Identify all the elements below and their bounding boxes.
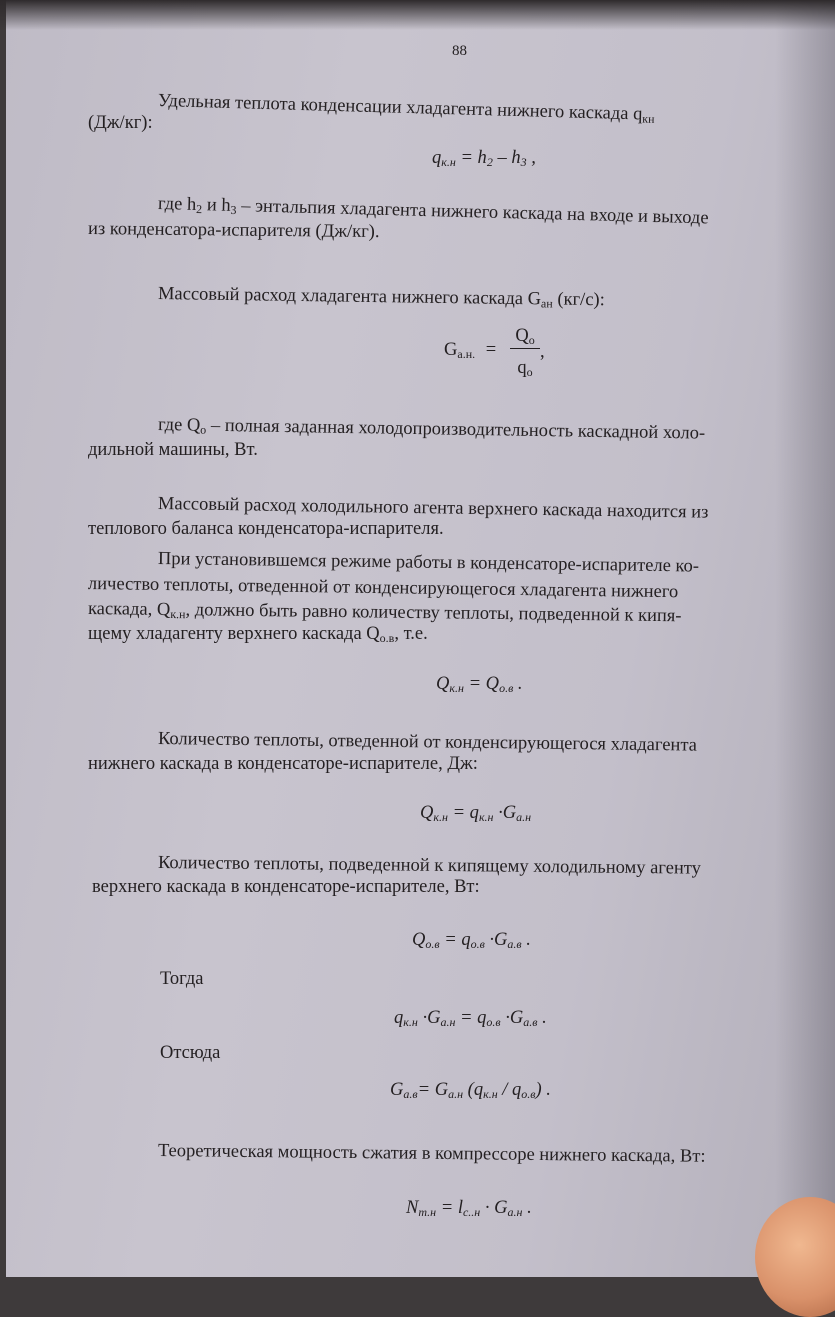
f-part: = l bbox=[436, 1198, 463, 1218]
f-part: = bbox=[485, 340, 497, 360]
f-part: . bbox=[513, 674, 523, 694]
formula-heat-condensation bbox=[432, 148, 536, 170]
formula-mass-flow-upper bbox=[390, 1080, 551, 1102]
subscript: 2 bbox=[195, 202, 203, 217]
f-part: · G bbox=[480, 1198, 508, 1218]
f-sub: а.н bbox=[507, 1205, 523, 1219]
f-part: Q bbox=[412, 930, 426, 950]
paragraph-1-line-2: (Дж/кг): bbox=[88, 113, 153, 133]
f-part: = q bbox=[455, 1008, 487, 1028]
f-part: = G bbox=[417, 1080, 449, 1100]
text: , должно быть равно количеству теплоты, подведенной к кипя- bbox=[185, 600, 682, 627]
f-sub: а.в bbox=[507, 937, 522, 951]
f-part: ·G bbox=[417, 1008, 441, 1028]
paragraph-6-line-2: личество теплоты, отведенной от конденсирующегося хладагента нижнего bbox=[87, 574, 679, 603]
f-sub: а.в bbox=[403, 1087, 418, 1101]
formula-balance-expanded bbox=[394, 1008, 547, 1030]
f-sub: к.н bbox=[449, 681, 464, 695]
f-sub: а.н bbox=[440, 1015, 456, 1029]
f-part: / q bbox=[497, 1080, 522, 1100]
paragraph-3 bbox=[158, 283, 605, 315]
formula-heat-balance bbox=[436, 674, 523, 696]
formula-compression-power bbox=[406, 1198, 532, 1220]
f-sub: о.в bbox=[470, 937, 485, 951]
paragraph-7-line-2: нижнего каскада в конденсаторе-испарителе, Дж: bbox=[88, 754, 478, 774]
paragraph-8-line-2: верхнего каскада в конденсаторе-испарителе, Вт: bbox=[92, 877, 480, 897]
text: каскада, Q bbox=[87, 599, 171, 621]
f-part: = q bbox=[439, 930, 471, 950]
f-part: q bbox=[394, 1008, 404, 1028]
f-part: q bbox=[517, 358, 527, 378]
f-sub: 2 bbox=[486, 155, 493, 169]
text: щему хладагенту верхнего каскада Q bbox=[88, 624, 380, 644]
text: и h bbox=[201, 195, 231, 216]
f-part: Q bbox=[420, 803, 434, 823]
f-sub: о.в bbox=[425, 937, 440, 951]
word-then: Тогда bbox=[160, 969, 204, 989]
f-sub: т.н bbox=[418, 1205, 437, 1219]
text: (кг/с): bbox=[552, 289, 605, 311]
f-part: . bbox=[522, 1198, 532, 1218]
f-part: N bbox=[406, 1198, 419, 1218]
f-sub: к.н bbox=[441, 155, 456, 169]
text: где h bbox=[157, 194, 197, 215]
f-sub: о.в bbox=[486, 1015, 501, 1029]
word-hence: Отсюда bbox=[160, 1043, 221, 1063]
text: – энтальпия хладагента нижнего каскада на входе и выходе bbox=[236, 196, 709, 229]
formula-mass-flow-lower bbox=[444, 340, 496, 362]
formula-heat-upper bbox=[412, 930, 531, 952]
subscript: о bbox=[200, 422, 207, 437]
paragraph-5-line-2: теплового баланса конденсатора-испарителя. bbox=[88, 519, 444, 539]
text: где Q bbox=[157, 415, 201, 436]
formula-heat-lower bbox=[420, 803, 531, 825]
f-sub: о bbox=[526, 365, 533, 379]
paragraph-8-line-1: Количество теплоты, подведенной к кипящему холодильному агенту bbox=[157, 853, 701, 879]
f-part: G bbox=[444, 340, 458, 360]
paragraph-7-line-1: Количество теплоты, отведенной от конденсирующегося хладагента bbox=[157, 729, 698, 756]
paragraph-5-line-1: Массовый расход холодильного агента верхнего каскада находится из bbox=[157, 494, 709, 523]
f-part: = Q bbox=[463, 674, 500, 694]
f-part: = q bbox=[447, 803, 479, 823]
f-part: ·G bbox=[493, 803, 517, 823]
f-sub: о bbox=[528, 333, 535, 347]
f-part: Q bbox=[515, 326, 529, 346]
f-part: . bbox=[537, 1008, 547, 1028]
f-sub: о.в bbox=[499, 681, 514, 695]
fraction-denominator bbox=[510, 358, 540, 380]
f-sub: к.н bbox=[433, 810, 448, 824]
paragraph-2-line-2: из конденсатора-испарителя (Дж/кг). bbox=[87, 219, 380, 243]
text: – полная заданная холодопроизводительность каскадной холо- bbox=[206, 415, 706, 444]
paragraph-4-line-2: дильной машины, Вт. bbox=[88, 440, 258, 460]
paragraph-1-line-1 bbox=[158, 90, 655, 130]
f-part: = h bbox=[455, 148, 487, 168]
f-sub: а.н bbox=[448, 1087, 464, 1101]
page-number: 88 bbox=[452, 43, 467, 59]
paragraph-6-line-4 bbox=[88, 623, 428, 649]
subscript: 3 bbox=[230, 202, 237, 218]
f-part: ) . bbox=[535, 1080, 551, 1100]
text: , т.е. bbox=[394, 624, 428, 644]
f-part: Q bbox=[436, 674, 450, 694]
f-part: q bbox=[432, 148, 442, 168]
f-sub: к.н bbox=[478, 810, 494, 824]
subscript: к.н bbox=[170, 607, 186, 622]
formula-comma: , bbox=[540, 342, 545, 362]
paragraph-9: Теоретическая мощность сжатия в компрессоре нижнего каскада, Вт: bbox=[157, 1141, 706, 1167]
f-part: ·G bbox=[500, 1008, 524, 1028]
subscript: кн bbox=[642, 111, 655, 126]
paragraph-6-line-1: При установившемся режиме работы в конденсаторе-испарителе ко- bbox=[157, 549, 700, 577]
fraction-numerator bbox=[510, 326, 540, 349]
f-part: (q bbox=[463, 1080, 484, 1100]
f-sub: а.н bbox=[516, 810, 532, 824]
f-sub: о.в bbox=[521, 1087, 536, 1101]
text: Удельная теплота конденсации хладагента нижнего каскада q bbox=[157, 91, 643, 125]
f-sub: к.н bbox=[403, 1015, 418, 1029]
f-part: , bbox=[526, 148, 536, 168]
f-sub: а.в bbox=[523, 1015, 538, 1029]
f-sub: с..н bbox=[462, 1205, 481, 1219]
f-part: . bbox=[521, 930, 531, 950]
subscript: ан bbox=[540, 296, 553, 311]
f-sub: к.н bbox=[483, 1087, 498, 1101]
f-part: ·G bbox=[484, 930, 508, 950]
text: Массовый расход хладагента нижнего каскада G bbox=[157, 284, 542, 310]
f-part: – h bbox=[492, 148, 521, 168]
f-sub: 3 bbox=[520, 155, 527, 169]
subscript: о.в bbox=[379, 631, 395, 645]
f-sub: а.н. bbox=[457, 347, 476, 361]
f-part: G bbox=[390, 1080, 404, 1100]
